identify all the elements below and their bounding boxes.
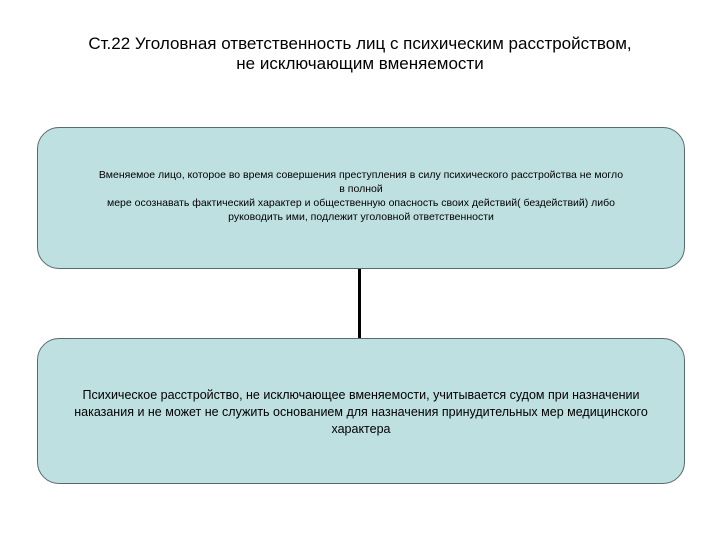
- box-bottom-text-line-1: Психическое расстройство, не исключающее вменяемости, учитывается судом при назначении: [82, 388, 640, 402]
- connector-line: [358, 269, 361, 338]
- slide-title: [20, 34, 700, 74]
- diagram-box-top: [37, 127, 685, 269]
- box-top-text-line-4: руководить ими, подлежит уголовной ответственности: [228, 211, 494, 223]
- box-bottom-text-line-3: характера: [331, 422, 391, 436]
- box-top-text-line-3: мере осознавать фактический характер и общественную опасность своих действий( бездействий) либо: [106, 197, 616, 209]
- box-bottom-text-line-2: наказания и не может не служить основанием для назначения принудительных мер медицинского: [74, 405, 648, 419]
- box-top-text-line-1: Вменяемое лицо, которое во время совершения преступления в силу психического расстройства не могло: [98, 169, 624, 181]
- box-top-text-line-2: в полной: [339, 183, 383, 195]
- diagram-box-bottom: [37, 338, 685, 484]
- box-top-text: [38, 168, 684, 224]
- box-bottom-text: [34, 387, 688, 438]
- slide-title-line-1: Ст.22 Уголовная ответственность лиц с психическим расстройством,: [88, 34, 632, 53]
- slide-title-line-2: не исключающим вменяемости: [236, 54, 484, 73]
